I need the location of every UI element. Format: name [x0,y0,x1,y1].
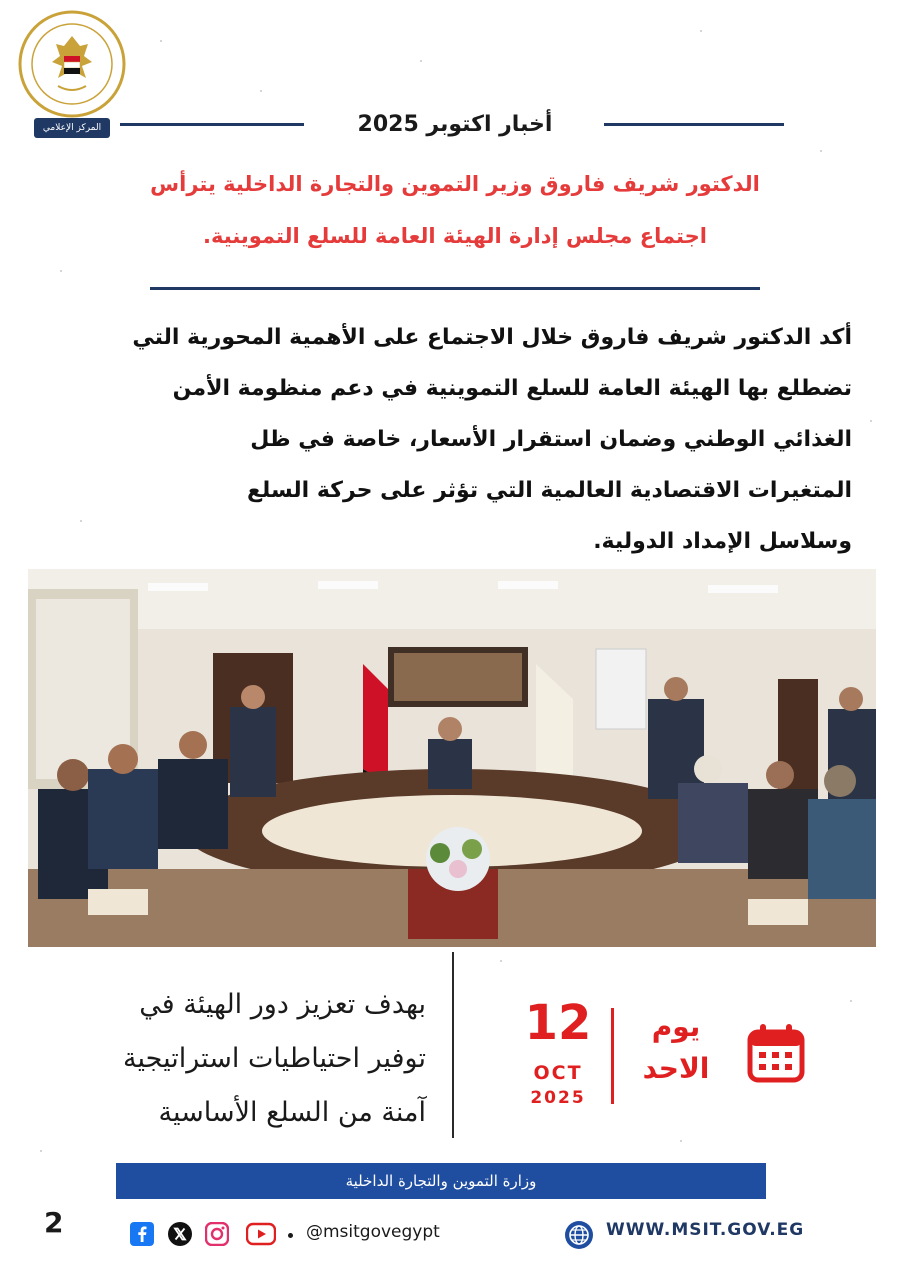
speck [820,150,822,152]
body-line: وسلاسل الإمداد الدولية. [593,529,852,554]
headline-rule [150,287,760,290]
speck [40,1150,42,1152]
ministry-logo [18,10,126,118]
summary-line: توفير احتياطيات استراتيجية [123,1043,426,1074]
day-name: الاحد [642,1052,710,1085]
summary-line: بهدف تعزيز دور الهيئة في [139,989,426,1020]
meeting-photo [28,569,876,947]
body-line: الغذائي الوطني وضمان استقرار الأسعار، خاصة في ظل [250,427,852,452]
header-rule-right [604,123,784,126]
speck [680,1140,682,1142]
separator-dot [288,1233,293,1238]
globe-icon [564,1220,594,1250]
article-body [40,312,852,567]
social-handle[interactable]: @msitgovegypt [306,1222,440,1242]
speck [60,270,62,272]
speck [850,1000,852,1002]
date-month: OCT [533,1062,583,1084]
instagram-icon[interactable] [205,1222,229,1246]
page-number: 2 [44,1206,64,1239]
body-line: تضطلع بها الهيئة العامة للسلع التموينية في دعم منظومة الأمن [172,376,852,401]
calendar-icon [746,1022,806,1084]
website-link[interactable]: WWW.MSIT.GOV.EG [606,1220,805,1240]
speck [870,420,872,422]
headline-line-2: اجتماع مجلس إدارة الهيئة العامة للسلع التموينية. [203,224,707,248]
speck [420,60,422,62]
day-label: يوم [651,1010,701,1043]
summary-line: آمنة من السلع الأساسية [158,1097,426,1128]
logo-caption: المركز الإعلامي [34,118,110,138]
x-icon[interactable] [168,1222,192,1246]
ministry-footer-bar: وزارة التموين والتجارة الداخلية [116,1163,766,1199]
section-divider [452,952,454,1138]
date-separator [611,1008,614,1104]
speck [700,30,702,32]
summary [30,978,426,1140]
facebook-icon[interactable] [130,1222,154,1246]
date-year: 2025 [530,1088,586,1108]
speck [500,960,502,962]
page-title: أخبار اكتوبر 2025 [357,112,553,137]
body-line: المتغيرات الاقتصادية العالمية التي تؤثر على حركة السلع [246,478,852,503]
headline-line-1: الدكتور شريف فاروق وزير التموين والتجارة الداخلية يترأس [150,172,760,196]
speck [160,40,162,42]
body-line: أكد الدكتور شريف فاروق خلال الاجتماع على الأهمية المحورية التي [132,325,852,350]
date-day-number: 12 [524,995,592,1051]
speck [260,90,262,92]
youtube-icon[interactable] [246,1222,276,1246]
header-rule-left [120,123,304,126]
